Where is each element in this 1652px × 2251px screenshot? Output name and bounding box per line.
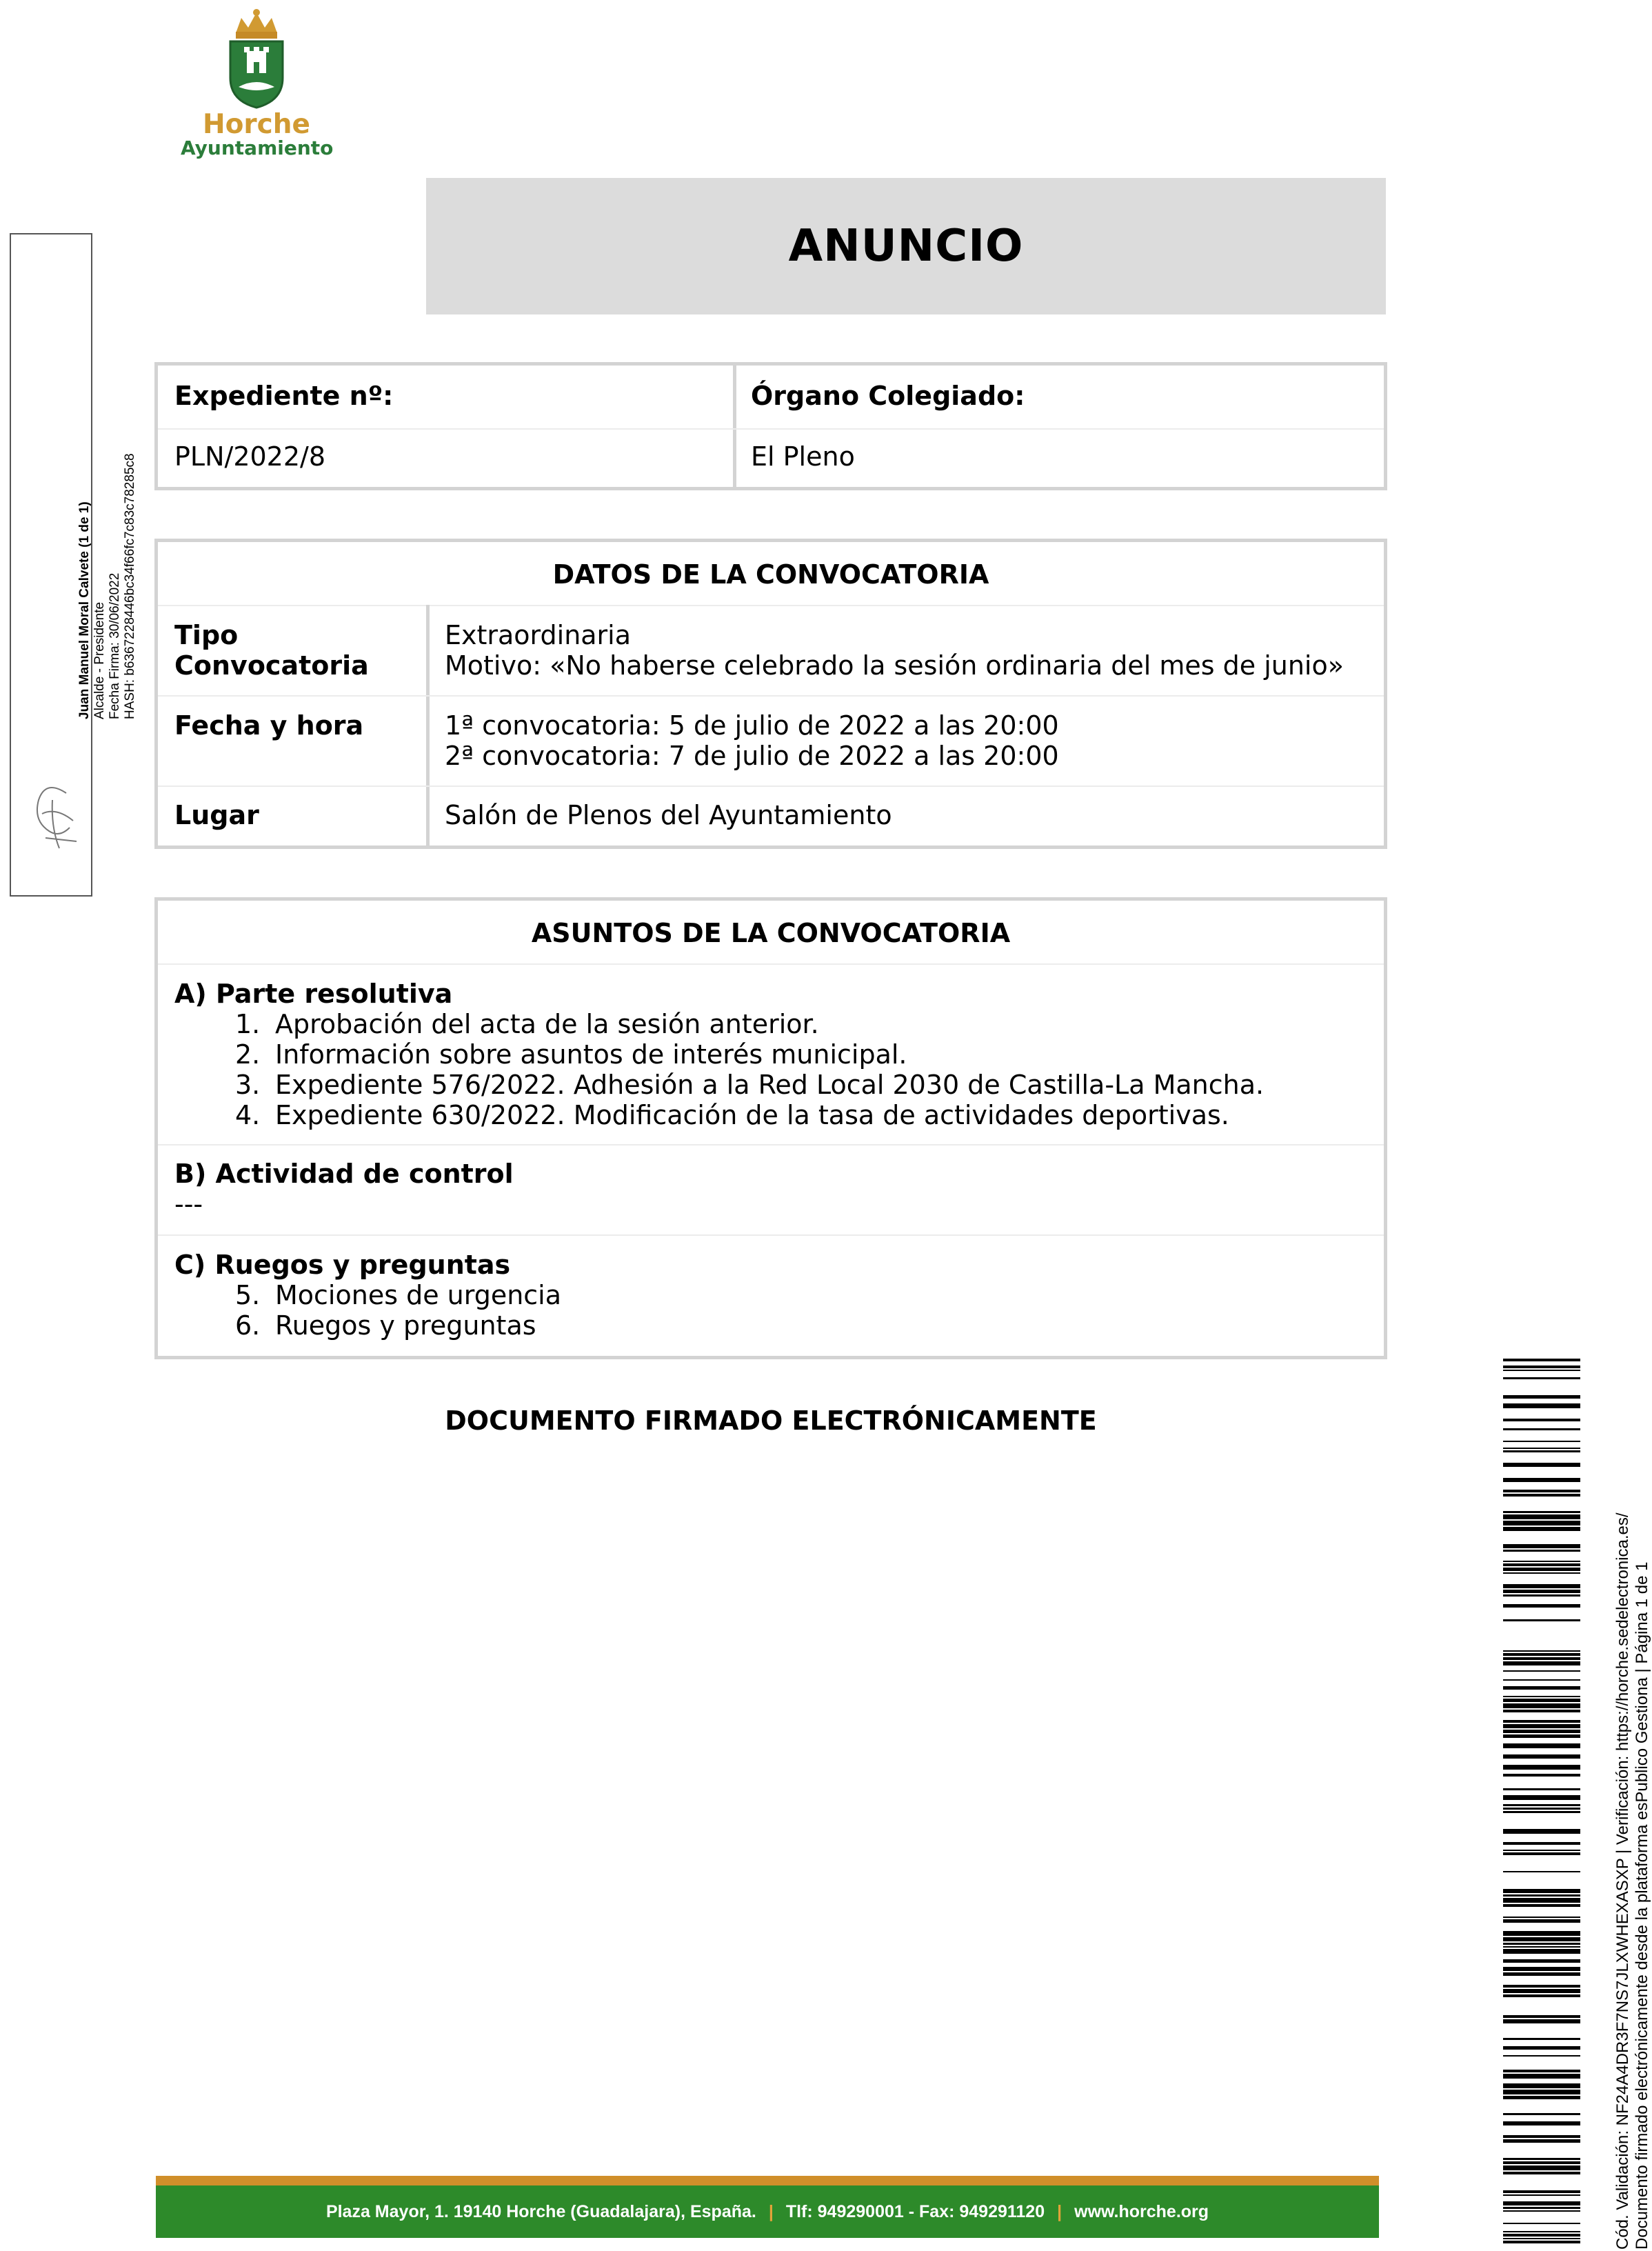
barcode-bar — [1503, 1584, 1580, 1588]
barcode-bar — [1503, 1686, 1580, 1690]
footer-separator: | — [1057, 2201, 1062, 2221]
title-band — [426, 178, 1386, 314]
list-item: 3. — [235, 1070, 261, 1100]
footer-address: Plaza Mayor, 1. 19140 Horche (Guadalajara), España. — [325, 2201, 756, 2221]
barcode-bar — [1503, 1365, 1580, 1368]
barcode-bar — [1503, 1989, 1580, 1993]
barcode-bar — [1503, 1724, 1580, 1728]
barcode-bar — [1503, 1795, 1580, 1800]
section-a-title: A) Parte resolutiva — [174, 979, 453, 1009]
barcode-bar — [1503, 1904, 1580, 1907]
barcode-bar — [1503, 2121, 1580, 2125]
signed-notice: DOCUMENTO FIRMADO ELECTRÓNICAMENTE — [445, 1405, 1097, 1436]
tipo-label-line1: Tipo — [174, 620, 239, 650]
footer-web[interactable]: www.horche.org — [1074, 2201, 1209, 2221]
barcode-bar — [1503, 2113, 1580, 2115]
tipo-label — [174, 620, 369, 681]
barcode-bar — [1503, 1550, 1580, 1552]
lugar-value: Salón de Plenos del Ayuntamiento — [445, 800, 892, 830]
barcode-bar — [1503, 1972, 1580, 1976]
list-item-text: Información sobre asuntos de interés municipal. — [275, 1039, 907, 1070]
barcode-bar — [1503, 1994, 1580, 1997]
barcode-bar — [1503, 2074, 1580, 2079]
list-item: 6. — [235, 1310, 261, 1341]
barcode-bar — [1503, 1657, 1580, 1660]
list-item-text: Mociones de urgencia — [275, 1280, 562, 1310]
barcode-bar — [1503, 2223, 1580, 2224]
signature-text — [77, 453, 138, 719]
validation-line2: Documento firmado electrónicamente desde la plataforma esPublico Gestiona | Página 1 de 1 — [1633, 1561, 1651, 2250]
barcode-bar — [1503, 1943, 1580, 1945]
list-item-text: Ruegos y preguntas — [275, 1310, 536, 1341]
tipo-value-line2: Motivo: «No haberse celebrado la sesión ordinaria del mes de junio» — [445, 650, 1344, 681]
barcode-bar — [1503, 2207, 1580, 2209]
barcode-bar — [1503, 1478, 1580, 1482]
barcode-bar — [1503, 1511, 1580, 1513]
barcode-bar — [1503, 2139, 1580, 2143]
list-item-text: Aprobación del acta de la sesión anterior. — [275, 1009, 819, 1039]
signature-date: Fecha Firma: 30/06/2022 — [108, 572, 122, 719]
footer-separator: | — [768, 2201, 774, 2221]
barcode-bar — [1503, 1661, 1580, 1665]
tipo-label-line2: Convocatoria — [174, 650, 369, 681]
barcode-bar — [1503, 1441, 1580, 1442]
barcode-bar — [1503, 1359, 1580, 1361]
barcode-bar — [1503, 1527, 1580, 1531]
barcode-bar — [1503, 1544, 1580, 1548]
organo-value: El Pleno — [751, 441, 855, 472]
barcode-bar — [1503, 2190, 1580, 2193]
barcode-bar — [1503, 1594, 1580, 1597]
barcode-bar — [1503, 1985, 1580, 1988]
municipal-logo — [181, 6, 332, 161]
validation-text — [1613, 1512, 1652, 2250]
barcode-bar — [1503, 2238, 1580, 2239]
fecha-label: Fecha y hora — [174, 710, 364, 741]
barcode-bar — [1503, 2201, 1580, 2205]
organo-label: Órgano Colegiado: — [751, 381, 1025, 411]
barcode-bar — [1503, 1377, 1580, 1379]
barcode-bar — [1503, 1696, 1580, 1697]
list-item: 1. — [235, 1009, 261, 1039]
barcode-bar — [1503, 2210, 1580, 2212]
asuntos-heading: ASUNTOS DE LA CONVOCATORIA — [531, 918, 1011, 948]
logo-name: Horche — [203, 109, 310, 140]
barcode-bar — [1503, 1852, 1580, 1855]
barcode-bar — [1503, 2165, 1580, 2170]
barcode-bar — [1503, 2158, 1580, 2160]
footer-stripe — [156, 2176, 1379, 2185]
barcode-bar — [1503, 1568, 1580, 1571]
list-item-text: Expediente 630/2022. Modificación de la tasa de actividades deportivas. — [275, 1100, 1229, 1130]
barcode-bar — [1503, 2096, 1580, 2099]
barcode-bar — [1503, 2241, 1580, 2243]
barcode-bar — [1503, 1463, 1580, 1467]
barcode-bar — [1503, 1428, 1580, 1430]
barcode-bar — [1503, 1403, 1580, 1408]
section-b-text: --- — [174, 1189, 203, 1219]
barcode-bar — [1503, 1590, 1580, 1593]
expediente-label: Expediente nº: — [174, 381, 394, 411]
barcode-bar — [1503, 1734, 1580, 1738]
barcode-bar — [1503, 2015, 1580, 2018]
barcode-bar — [1503, 1679, 1580, 1681]
list-item: 5. — [235, 1280, 261, 1310]
barcode-bar — [1503, 1917, 1580, 1918]
barcode-bar — [1503, 1521, 1580, 1525]
barcode-bar — [1503, 1931, 1580, 1936]
barcode-bar — [1503, 1563, 1580, 1566]
barcode-bar — [1503, 1842, 1580, 1845]
barcode-bar — [1503, 2070, 1580, 2072]
barcode-bar — [1503, 2234, 1580, 2237]
barcode-bar — [1503, 1959, 1580, 1963]
barcode-bar — [1503, 1653, 1580, 1656]
barcode-bar — [1503, 1561, 1580, 1562]
barcode-bar — [1503, 1572, 1580, 1574]
barcode-bar — [1503, 2172, 1580, 2174]
barcode-bar — [1503, 2161, 1580, 2164]
signer-role: Alcalde - Presidente — [92, 601, 107, 719]
barcode-bar — [1503, 2194, 1580, 2196]
section-c-title: C) Ruegos y preguntas — [174, 1250, 511, 1280]
barcode-bar — [1503, 1450, 1580, 1452]
barcode-bar — [1503, 1604, 1580, 1608]
list-item-text: Expediente 576/2022. Adhesión a la Red Local 2030 de Castilla-La Mancha. — [275, 1070, 1265, 1100]
list-item: 4. — [235, 1100, 261, 1130]
asuntos-box — [154, 897, 1387, 1359]
barcode-bar — [1503, 2135, 1580, 2138]
page-title: ANUNCIO — [788, 221, 1024, 272]
signer-name: Juan Manuel Moral Calvete (1 de 1) — [77, 501, 92, 719]
barcode-icon — [1503, 1359, 1580, 2248]
barcode-bar — [1503, 1514, 1580, 1519]
barcode-bar — [1503, 1788, 1580, 1790]
barcode-bar — [1503, 1894, 1580, 1897]
barcode-bar — [1503, 1650, 1580, 1652]
barcode-bar — [1503, 2046, 1580, 2050]
barcode-bar — [1503, 1699, 1580, 1702]
barcode-bar — [1503, 1743, 1580, 1748]
fecha-value-line2: 2ª convocatoria: 7 de julio de 2022 a las 20:00 — [445, 741, 1059, 771]
barcode-bar — [1503, 2090, 1580, 2094]
handwritten-signature-icon — [18, 772, 87, 855]
barcode-bar — [1503, 1808, 1580, 1810]
barcode-bar — [1503, 2019, 1580, 2023]
tipo-value-line1: Extraordinaria — [445, 620, 632, 650]
list-item: 2. — [235, 1039, 261, 1070]
barcode-bar — [1503, 1919, 1580, 1923]
expediente-value: PLN/2022/8 — [174, 441, 326, 472]
validation-line1: Cód. Validación: NF24A4DR3F7NS7JLXWHEXASXP | Verificación: https://horche.sedelectronica.es/ — [1613, 1512, 1632, 2250]
barcode-bar — [1503, 1448, 1580, 1449]
barcode-bar — [1503, 1937, 1580, 1941]
barcode-bar — [1503, 1754, 1580, 1759]
footer — [156, 2185, 1379, 2238]
barcode-bar — [1503, 1619, 1580, 1621]
barcode-bar — [1503, 1946, 1580, 1948]
barcode-bar — [1503, 1774, 1580, 1777]
barcode-bar — [1503, 1670, 1580, 1672]
coat-of-arms-icon — [181, 6, 332, 109]
barcode-bar — [1503, 2055, 1580, 2057]
tipo-value — [445, 620, 1344, 681]
barcode-bar — [1503, 1765, 1580, 1770]
barcode-bar — [1503, 2231, 1580, 2232]
barcode-bar — [1503, 1898, 1580, 1903]
barcode-bar — [1503, 1720, 1580, 1723]
barcode-bar — [1503, 2038, 1580, 2040]
barcode-bar — [1503, 1710, 1580, 1712]
barcode-bar — [1503, 1494, 1580, 1497]
barcode-bar — [1503, 1395, 1580, 1399]
section-b-title: B) Actividad de control — [174, 1159, 514, 1189]
footer-phone: Tlf: 949290001 - Fax: 949291120 — [785, 2201, 1045, 2221]
barcode-bar — [1503, 1703, 1580, 1708]
barcode-bar — [1503, 1829, 1580, 1834]
barcode-bar — [1503, 1889, 1580, 1893]
barcode-bar — [1503, 1871, 1580, 1872]
fecha-value — [445, 710, 1059, 771]
barcode-bar — [1503, 1949, 1580, 1954]
datos-convocatoria-box — [154, 539, 1387, 849]
lugar-label: Lugar — [174, 800, 259, 830]
logo-subtitle: Ayuntamiento — [181, 137, 334, 159]
barcode-bar — [1503, 1804, 1580, 1806]
barcode-bar — [1503, 1967, 1580, 1971]
barcode-bar — [1503, 1730, 1580, 1733]
expediente-box — [154, 362, 1387, 490]
barcode-bar — [1503, 1370, 1580, 1371]
signature-hash: HASH: b6367228446bc34f66fc7c83c78285c8 — [123, 453, 137, 719]
barcode-bar — [1503, 1419, 1580, 1421]
barcode-bar — [1503, 1811, 1580, 1813]
barcode-bar — [1503, 1490, 1580, 1492]
barcode-bar — [1503, 2083, 1580, 2088]
fecha-value-line1: 1ª convocatoria: 5 de julio de 2022 a las 20:00 — [445, 710, 1059, 741]
barcode-bar — [1503, 1850, 1580, 1851]
datos-heading: DATOS DE LA CONVOCATORIA — [552, 559, 989, 590]
